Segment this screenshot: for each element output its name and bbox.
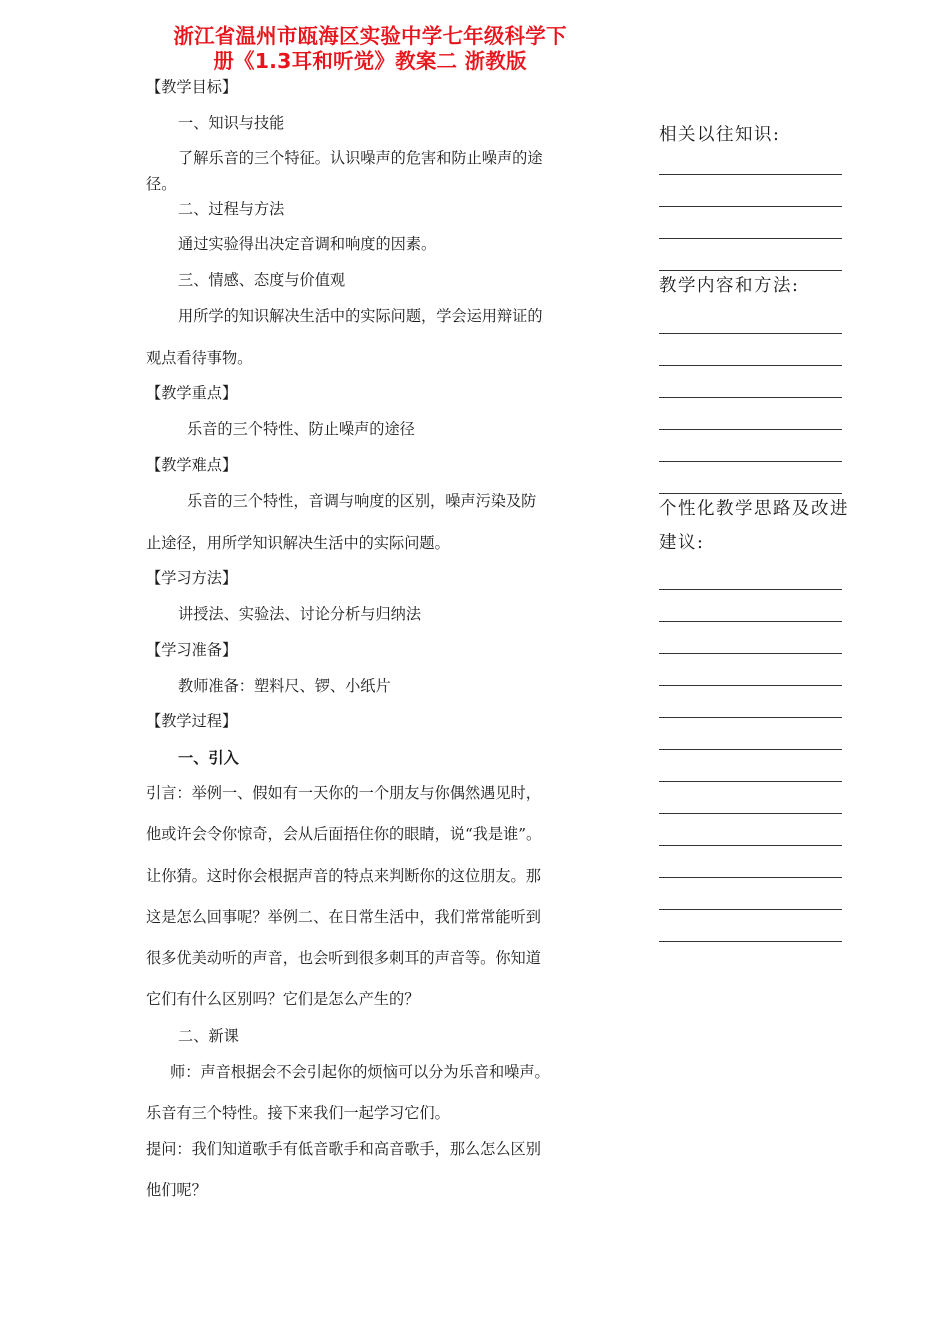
prior-knowledge-label: 相关以往知识: [659, 125, 781, 145]
blank-line [659, 749, 842, 750]
intro-line: 让你猜。这时你会根据声音的特点来判断你的这位朋友。那 [146, 867, 541, 885]
title-line-2: 册《1.3耳和听觉》教案二 浙教版 [213, 49, 527, 73]
content-method-label: 教学内容和方法: [659, 276, 800, 296]
intro-line: 它们有什么区别吗？它们是怎么产生的？ [146, 990, 420, 1008]
blank-line [659, 429, 842, 430]
blank-line [659, 270, 842, 271]
teacher-line-a: 师：声音根据会不会引起你的烦恼可以分为乐音和噪声。 [170, 1063, 550, 1081]
difficulty-text-a: 乐音的三个特性，音调与响度的区别，噪声污染及防 [187, 492, 537, 510]
goal2-heading: 二、过程与方法 [178, 200, 285, 218]
blank-line [659, 238, 842, 239]
blank-line [659, 461, 842, 462]
intro-line: 很多优美动听的声音，也会听到很多刺耳的声音等。你知道 [146, 949, 541, 967]
goal1-heading: 一、知识与技能 [178, 114, 285, 132]
document-title [150, 24, 590, 74]
blank-line [659, 877, 842, 878]
personal-label-a: 个性化教学思路及改进 [659, 499, 849, 519]
blank-line [659, 941, 842, 942]
blank-line [659, 909, 842, 910]
blank-line [659, 174, 842, 175]
goal1-text-b: 径。 [146, 175, 177, 193]
blank-line [659, 493, 842, 494]
intro-line: 他或许会令你惊奇，会从后面捂住你的眼睛，说“我是谁”。 [146, 825, 542, 843]
goal3-text-b: 观点看待事物。 [146, 349, 253, 367]
intro-line: 这是怎么回事呢？举例二、在日常生活中，我们常常能听到 [146, 908, 541, 926]
newlesson-heading: 二、新课 [178, 1027, 239, 1045]
blank-line [659, 397, 842, 398]
method-text: 讲授法、实验法、讨论分析与归纳法 [178, 605, 421, 623]
intro-heading: 一、引入 [178, 749, 239, 767]
blank-line [659, 653, 842, 654]
goal1-text-a: 了解乐音的三个特征。认识噪声的危害和防止噪声的途 [178, 149, 543, 167]
title-line-1: 浙江省温州市瓯海区实验中学七年级科学下 [173, 24, 567, 48]
blank-line [659, 813, 842, 814]
goal3-heading: 三、情感、态度与价值观 [178, 271, 346, 289]
personal-label-b: 建议: [659, 533, 705, 553]
intro-line: 引言：举例一、假如有一天你的一个朋友与你偶然遇见时， [146, 784, 541, 802]
key-text: 乐音的三个特性、防止噪声的途径 [187, 420, 415, 438]
process-heading: 【教学过程】 [146, 712, 238, 730]
difficulty-heading: 【教学难点】 [146, 456, 238, 474]
method-heading: 【学习方法】 [146, 569, 238, 587]
prep-heading: 【学习准备】 [146, 641, 238, 659]
blank-line [659, 621, 842, 622]
blank-line [659, 685, 842, 686]
blank-line [659, 589, 842, 590]
blank-line [659, 717, 842, 718]
teacher-line-b: 乐音有三个特性。接下来我们一起学习它们。 [146, 1104, 450, 1122]
blank-line [659, 781, 842, 782]
blank-line [659, 845, 842, 846]
goal3-text-a: 用所学的知识解决生活中的实际问题，学会运用辩证的 [178, 307, 543, 325]
blank-line [659, 206, 842, 207]
blank-line [659, 365, 842, 366]
question-line-a: 提问：我们知道歌手有低音歌手和高音歌手，那么怎么区别 [146, 1140, 541, 1158]
blank-line [659, 333, 842, 334]
goals-heading: 【教学目标】 [146, 78, 238, 96]
goal2-text: 通过实验得出决定音调和响度的因素。 [178, 235, 437, 253]
key-heading: 【教学重点】 [146, 384, 238, 402]
difficulty-text-b: 止途径，用所学知识解决生活中的实际问题。 [146, 534, 450, 552]
question-line-b: 他们呢？ [146, 1181, 207, 1199]
prep-text: 教师准备：塑料尺、锣、小纸片 [178, 677, 391, 695]
